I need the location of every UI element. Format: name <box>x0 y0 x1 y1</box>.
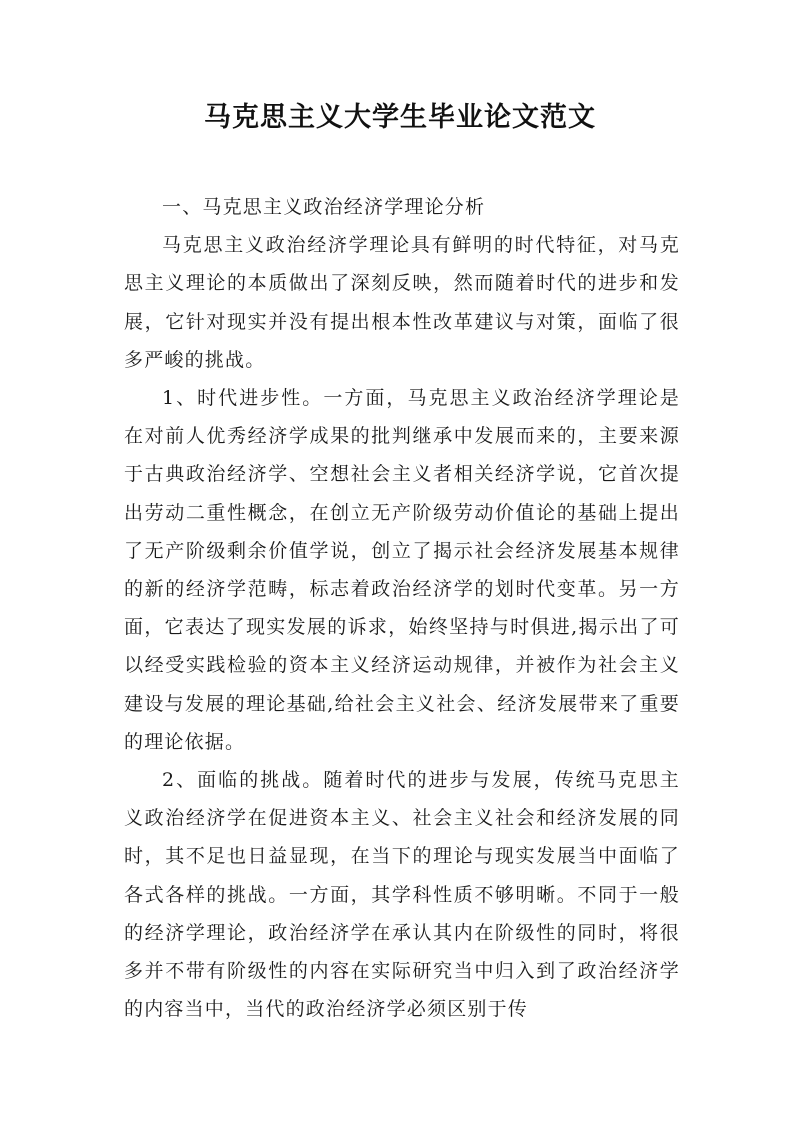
document-body <box>124 188 680 1028</box>
paragraph-challenges: 2、面临的挑战。随着时代的进步与发展，传统马克思主义政治经济学在促进资本主义、社会主义社会和经济发展的同时，其不足也日益显现，在当下的理论与现实发展当中面临了各式各样的挑战。一方面，其学科性质不够明晰。不同于一般的经济学理论，政治经济学在承认其内在阶级性的同时，将很多并不带有阶级性的内容在实际研究当中归入到了政治经济学的内容当中，当代的政治经济学必须区别于传 <box>124 769 680 1021</box>
paragraph-progressiveness: 1、时代进步性。一方面，马克思主义政治经济学理论是在对前人优秀经济学成果的批判继承中发展而来的，主要来源于古典政治经济学、空想社会主义者相关经济学说，它首次提出劳动二重性概念，在创立无产阶级劳动价值论的基础上提出了无产阶级剩余价值学说，创立了揭示社会经济发展基本规律的新的经济学范畴，标志着政治经济学的划时代变革。另一方面，它表达了现实发展的诉求，始终坚持与时俱进,揭示出了可以经受实践检验的资本主义经济运动规律，并被作为社会主义建设与发展的理论基础,给社会主义社会、经济发展带来了重要的理论依据。 <box>124 387 680 753</box>
document-title: 马克思主义大学生毕业论文范文 <box>204 102 596 133</box>
section-heading: 一、马克思主义政治经济学理论分析 <box>162 196 486 218</box>
intro-paragraph: 马克思主义政治经济学理论具有鲜明的时代特征，对马克思主义理论的本质做出了深刻反映，然而随着时代的进步和发展，它针对现实并没有提出根本性改革建议与对策，面临了很多严峻的挑战。 <box>124 234 680 371</box>
